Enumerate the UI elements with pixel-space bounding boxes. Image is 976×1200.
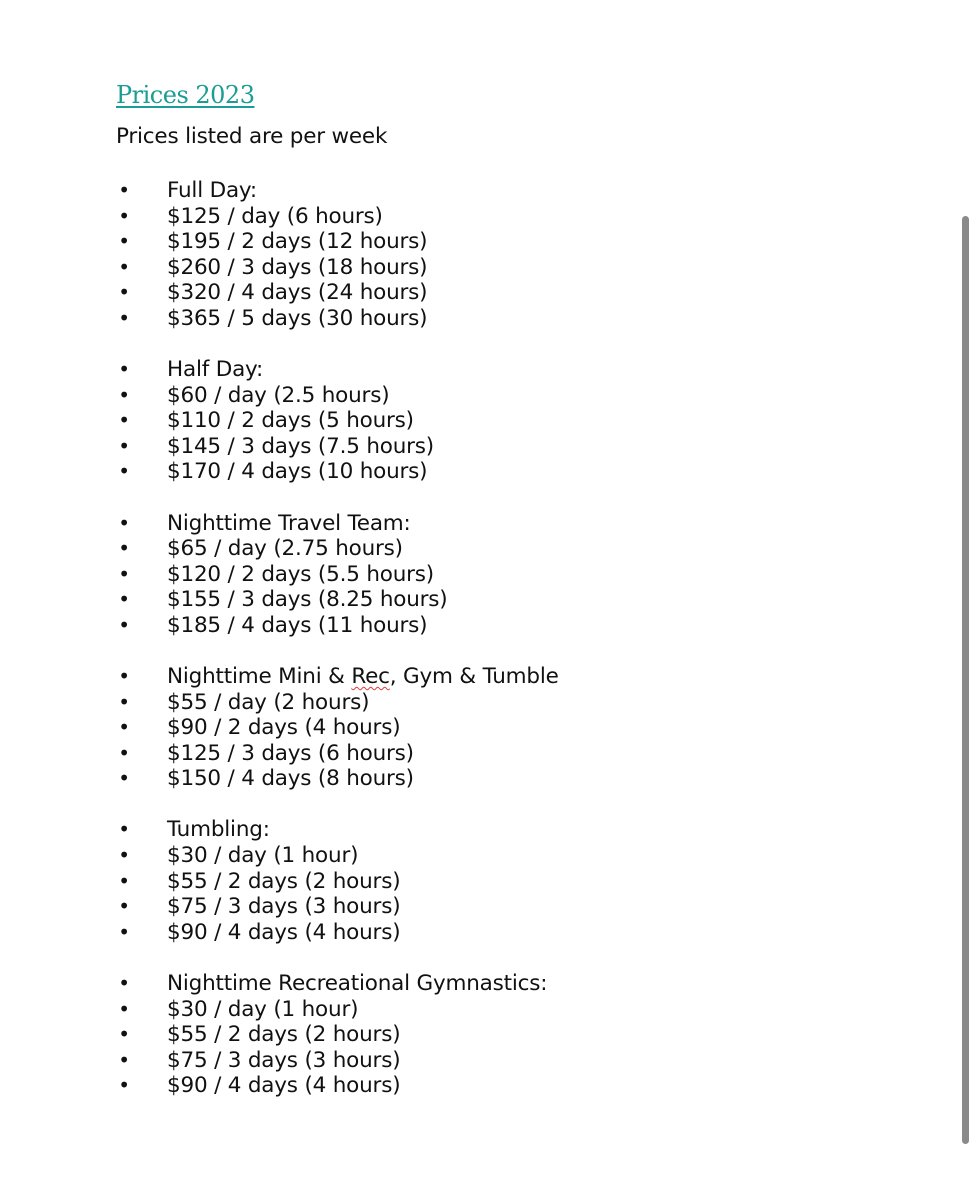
section-heading xyxy=(116,817,936,843)
list-item xyxy=(116,306,936,332)
section-heading xyxy=(116,971,936,997)
price-section-full-day xyxy=(116,178,936,332)
list-item xyxy=(116,562,936,588)
list-item xyxy=(116,843,936,869)
list-item xyxy=(116,1073,936,1099)
list-item-text: $60 / day (2.5 hours) xyxy=(167,382,390,408)
list-item xyxy=(116,280,936,306)
list-item xyxy=(116,408,936,434)
list-item-text: Nighttime Travel Team: xyxy=(167,510,411,536)
price-section-tumbling xyxy=(116,817,936,945)
list-item-text: $365 / 5 days (30 hours) xyxy=(167,305,428,331)
bullet-icon: • xyxy=(118,305,130,330)
bullet-icon: • xyxy=(118,178,130,202)
list-item xyxy=(116,894,936,920)
section-heading xyxy=(116,511,936,537)
bullet-icon: • xyxy=(118,612,130,637)
list-item-text: $125 / 3 days (6 hours) xyxy=(167,740,414,766)
bullet-icon: • xyxy=(118,357,130,382)
list-item-text: $75 / 3 days (3 hours) xyxy=(167,1047,401,1073)
list-item-text: Nighttime Mini & Rec, Gym & Tumble xyxy=(167,664,559,689)
bullet-icon: • xyxy=(118,1073,130,1098)
list-item-text: $65 / day (2.75 hours) xyxy=(167,536,403,562)
page-title[interactable]: Prices 2023 xyxy=(116,81,255,109)
bullet-icon: • xyxy=(118,664,130,688)
price-section-nighttime-travel-team xyxy=(116,511,936,639)
document-page xyxy=(116,78,936,1099)
list-item-text: $320 / 4 days (24 hours) xyxy=(167,280,428,306)
bullet-icon: • xyxy=(118,254,130,279)
bullet-icon: • xyxy=(118,715,130,740)
bullet-icon: • xyxy=(118,229,130,254)
page-subtitle: Prices listed are per week xyxy=(116,124,388,149)
list-item-text: $150 / 4 days (8 hours) xyxy=(167,766,414,792)
list-item xyxy=(116,204,936,230)
list-item xyxy=(116,997,936,1023)
section-heading xyxy=(116,664,936,690)
list-item-text: $55 / 2 days (2 hours) xyxy=(167,868,401,894)
list-item-text: $260 / 3 days (18 hours) xyxy=(167,254,428,280)
list-item-text: $55 / day (2 hours) xyxy=(167,689,370,715)
list-item xyxy=(116,255,936,281)
bullet-icon: • xyxy=(118,408,130,433)
bullet-icon: • xyxy=(118,382,130,407)
list-item xyxy=(116,1022,936,1048)
bullet-icon: • xyxy=(118,433,130,458)
list-item-text: $125 / day (6 hours) xyxy=(167,203,383,229)
list-item-text: $75 / 3 days (3 hours) xyxy=(167,894,401,920)
list-item-text: $155 / 3 days (8.25 hours) xyxy=(167,587,448,613)
bullet-icon: • xyxy=(118,894,130,919)
bullet-icon: • xyxy=(118,766,130,791)
bullet-icon: • xyxy=(118,459,130,484)
list-item xyxy=(116,766,936,792)
list-item xyxy=(116,383,936,409)
list-item-text: $120 / 2 days (5.5 hours) xyxy=(167,561,434,587)
bullet-icon: • xyxy=(118,280,130,305)
price-section-half-day xyxy=(116,357,936,485)
list-item-text: $185 / 4 days (11 hours) xyxy=(167,612,428,638)
price-section-nighttime-recreational-gymnastics xyxy=(116,971,936,1099)
list-item xyxy=(116,229,936,255)
list-item-text: $170 / 4 days (10 hours) xyxy=(167,459,428,485)
bullet-icon: • xyxy=(118,970,130,995)
list-item xyxy=(116,920,936,946)
bullet-icon: • xyxy=(118,1022,130,1047)
list-item-text: Half Day: xyxy=(167,357,264,383)
vertical-scrollbar[interactable] xyxy=(962,0,970,1200)
list-item xyxy=(116,459,936,485)
list-item-text: $110 / 2 days (5 hours) xyxy=(167,408,414,434)
price-sections xyxy=(116,178,936,1099)
list-item-text: $145 / 3 days (7.5 hours) xyxy=(167,433,434,459)
list-item xyxy=(116,613,936,639)
bullet-icon: • xyxy=(118,996,130,1021)
bullet-icon: • xyxy=(118,919,130,944)
bullet-icon: • xyxy=(118,817,130,842)
bullet-icon: • xyxy=(118,868,130,893)
list-item xyxy=(116,869,936,895)
bullet-icon: • xyxy=(118,587,130,612)
bullet-icon: • xyxy=(118,689,130,714)
bullet-icon: • xyxy=(118,740,130,765)
list-item-text: $30 / day (1 hour) xyxy=(167,996,359,1022)
bullet-icon: • xyxy=(118,561,130,586)
list-item xyxy=(116,434,936,460)
spellcheck-word: Rec xyxy=(351,664,390,689)
list-item xyxy=(116,536,936,562)
section-heading xyxy=(116,357,936,383)
list-item-text: $55 / 2 days (2 hours) xyxy=(167,1022,401,1048)
bullet-icon: • xyxy=(118,510,130,535)
list-item xyxy=(116,690,936,716)
list-item-text: $195 / 2 days (12 hours) xyxy=(167,229,428,255)
scrollbar-thumb[interactable] xyxy=(962,216,969,1144)
list-item xyxy=(116,1048,936,1074)
list-item-text: $90 / 4 days (4 hours) xyxy=(167,919,401,945)
list-item-text: Nighttime Recreational Gymnastics: xyxy=(167,970,548,996)
list-item xyxy=(116,741,936,767)
bullet-icon: • xyxy=(118,536,130,561)
list-item-text: $30 / day (1 hour) xyxy=(167,843,359,869)
list-item-text: Full Day: xyxy=(167,178,257,203)
list-item xyxy=(116,715,936,741)
list-item-text: $90 / 2 days (4 hours) xyxy=(167,715,401,741)
list-item xyxy=(116,587,936,613)
list-item-text: $90 / 4 days (4 hours) xyxy=(167,1073,401,1099)
bullet-icon: • xyxy=(118,203,130,228)
list-item-text: Tumbling: xyxy=(167,817,270,843)
price-section-nighttime-mini-rec xyxy=(116,664,936,792)
bullet-icon: • xyxy=(118,1047,130,1072)
section-heading xyxy=(116,178,936,204)
bullet-icon: • xyxy=(118,843,130,868)
